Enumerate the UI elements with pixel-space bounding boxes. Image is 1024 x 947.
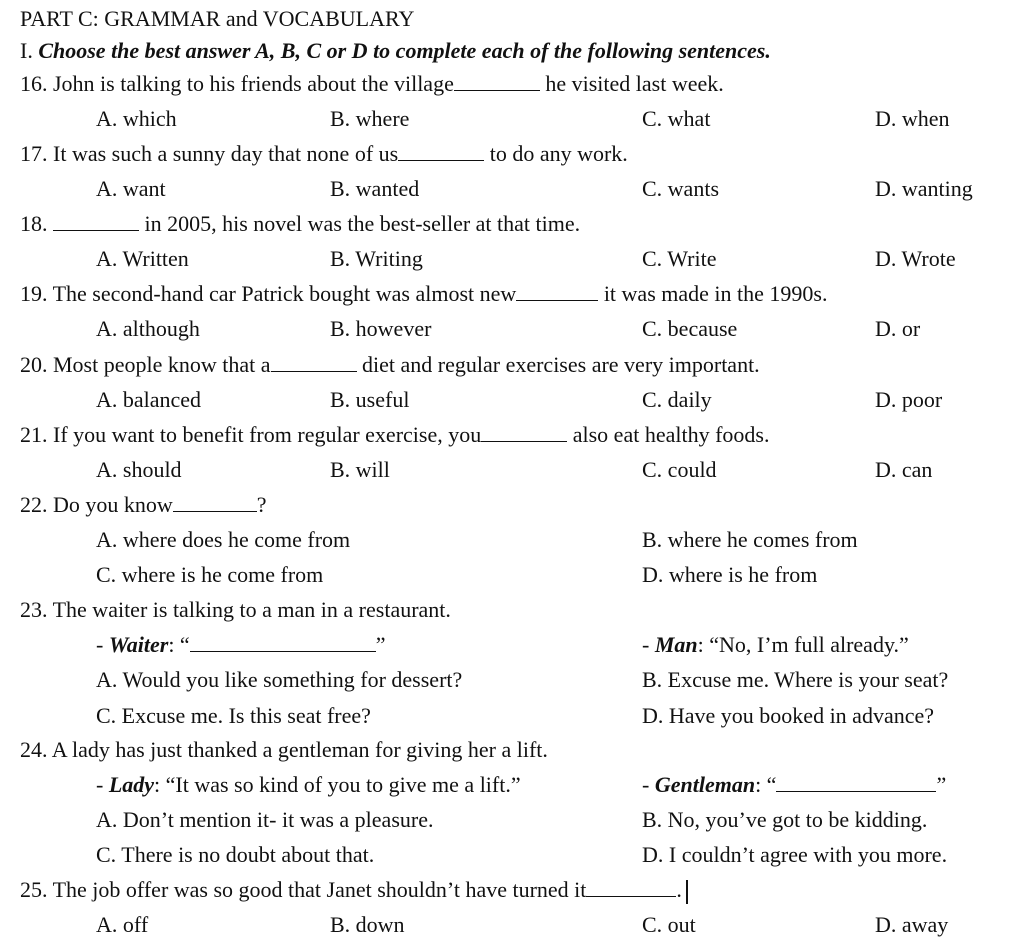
speaker-label: Gentleman xyxy=(654,772,756,797)
option-b[interactable]: B. however xyxy=(330,316,432,341)
option-b[interactable]: B. will xyxy=(330,457,390,482)
question-text: 25. The job offer was so good that Janet shouldn’t have turned it xyxy=(20,877,587,902)
option-a[interactable]: A. although xyxy=(96,316,200,341)
option-c[interactable]: C. because xyxy=(642,316,738,341)
text-cursor xyxy=(686,880,688,904)
part-title: PART C: GRAMMAR and VOCABULARY xyxy=(20,6,415,31)
question-text: he visited last week. xyxy=(539,71,724,96)
dialogue-waiter xyxy=(96,632,385,658)
answer-blank xyxy=(516,282,598,301)
dash: - xyxy=(96,632,109,657)
dash: - xyxy=(642,632,655,657)
instruction-text: Choose the best answer A, B, C or D to complete each of the following sentences. xyxy=(38,38,771,63)
option-a[interactable]: A. should xyxy=(96,457,182,482)
option-d[interactable]: D. can xyxy=(875,457,933,482)
option-d[interactable]: D. poor xyxy=(875,387,943,412)
question-16 xyxy=(20,71,724,97)
option-b[interactable]: B. where he comes from xyxy=(642,527,858,552)
option-c[interactable]: C. could xyxy=(642,457,717,482)
question-text: also eat healthy foods. xyxy=(567,422,770,447)
option-b[interactable]: B. where xyxy=(330,106,410,131)
close-quote: ” xyxy=(936,772,947,797)
option-d[interactable]: D. I couldn’t agree with you more. xyxy=(642,842,948,867)
answer-blank xyxy=(271,353,357,372)
question-23: 23. The waiter is talking to a man in a restaurant. xyxy=(20,597,451,622)
question-18 xyxy=(20,211,580,237)
option-b[interactable]: B. Writing xyxy=(330,246,423,271)
question-text: 22. Do you know xyxy=(20,492,173,517)
option-c[interactable]: C. out xyxy=(642,912,696,937)
option-d[interactable]: D. Have you booked in advance? xyxy=(642,703,935,728)
option-b[interactable]: B. wanted xyxy=(330,176,420,201)
question-text: 17. It was such a sunny day that none of us xyxy=(20,141,399,166)
question-19 xyxy=(20,281,827,307)
colon-quote: : “ xyxy=(168,632,190,657)
question-22 xyxy=(20,492,267,518)
instruction xyxy=(20,38,771,64)
answer-blank xyxy=(190,633,376,652)
speaker-text: : “No, I’m full already.” xyxy=(697,632,909,657)
question-text: ? xyxy=(256,492,267,517)
option-d[interactable]: D. when xyxy=(875,106,950,131)
question-25 xyxy=(20,877,688,904)
section-number: I. xyxy=(20,38,33,63)
option-a[interactable]: A. want xyxy=(96,176,166,201)
speaker-label: Man xyxy=(654,632,698,657)
answer-blank xyxy=(454,72,540,91)
question-text: 20. Most people know that a xyxy=(20,352,271,377)
question-text: 18. xyxy=(20,211,53,236)
speaker-label: Waiter xyxy=(108,632,169,657)
option-c[interactable]: C. Excuse me. Is this seat free? xyxy=(96,703,371,728)
question-text: to do any work. xyxy=(484,141,628,166)
option-b[interactable]: B. Excuse me. Where is your seat? xyxy=(642,667,949,692)
answer-blank xyxy=(586,878,676,897)
answer-blank xyxy=(53,212,139,231)
question-24: 24. A lady has just thanked a gentleman for giving her a lift. xyxy=(20,737,548,762)
speaker-label: Lady xyxy=(108,772,155,797)
option-a[interactable]: A. where does he come from xyxy=(96,527,351,552)
dialogue-man xyxy=(642,632,909,658)
option-c[interactable]: C. There is no doubt about that. xyxy=(96,842,375,867)
option-c[interactable]: C. where is he come from xyxy=(96,562,324,587)
dialogue-lady xyxy=(96,772,521,798)
question-text: . xyxy=(676,877,682,902)
option-a[interactable]: A. Would you like something for dessert? xyxy=(96,667,463,692)
option-d[interactable]: D. or xyxy=(875,316,921,341)
dialogue-gentleman xyxy=(642,772,946,798)
answer-blank xyxy=(776,773,936,792)
answer-blank xyxy=(481,423,567,442)
question-text: 19. The second-hand car Patrick bought was almost new xyxy=(20,281,517,306)
option-d[interactable]: D. where is he from xyxy=(642,562,818,587)
dash: - xyxy=(642,772,655,797)
option-a[interactable]: A. off xyxy=(96,912,149,937)
option-b[interactable]: B. useful xyxy=(330,387,410,412)
question-21 xyxy=(20,422,769,448)
question-text: 21. If you want to benefit from regular exercise, you xyxy=(20,422,482,447)
option-c[interactable]: C. daily xyxy=(642,387,712,412)
option-a[interactable]: A. Written xyxy=(96,246,189,271)
option-a[interactable]: A. which xyxy=(96,106,177,131)
question-text: diet and regular exercises are very important. xyxy=(356,352,760,377)
question-text: it was made in the 1990s. xyxy=(598,281,828,306)
close-quote: ” xyxy=(375,632,386,657)
option-c[interactable]: C. wants xyxy=(642,176,719,201)
question-20 xyxy=(20,352,760,378)
option-b[interactable]: B. No, you’ve got to be kidding. xyxy=(642,807,928,832)
answer-blank xyxy=(173,493,257,512)
dash: - xyxy=(96,772,109,797)
question-text: 16. John is talking to his friends about the village xyxy=(20,71,454,96)
speaker-text: : “It was so kind of you to give me a lift.” xyxy=(154,772,521,797)
question-text: in 2005, his novel was the best-seller at that time. xyxy=(139,211,581,236)
option-c[interactable]: C. what xyxy=(642,106,711,131)
colon-quote: : “ xyxy=(755,772,777,797)
option-d[interactable]: D. wanting xyxy=(875,176,973,201)
option-a[interactable]: A. Don’t mention it- it was a pleasure. xyxy=(96,807,434,832)
option-a[interactable]: A. balanced xyxy=(96,387,202,412)
question-17 xyxy=(20,141,628,167)
option-b[interactable]: B. down xyxy=(330,912,405,937)
option-c[interactable]: C. Write xyxy=(642,246,717,271)
answer-blank xyxy=(398,142,484,161)
option-d[interactable]: D. away xyxy=(875,912,949,937)
option-d[interactable]: D. Wrote xyxy=(875,246,956,271)
